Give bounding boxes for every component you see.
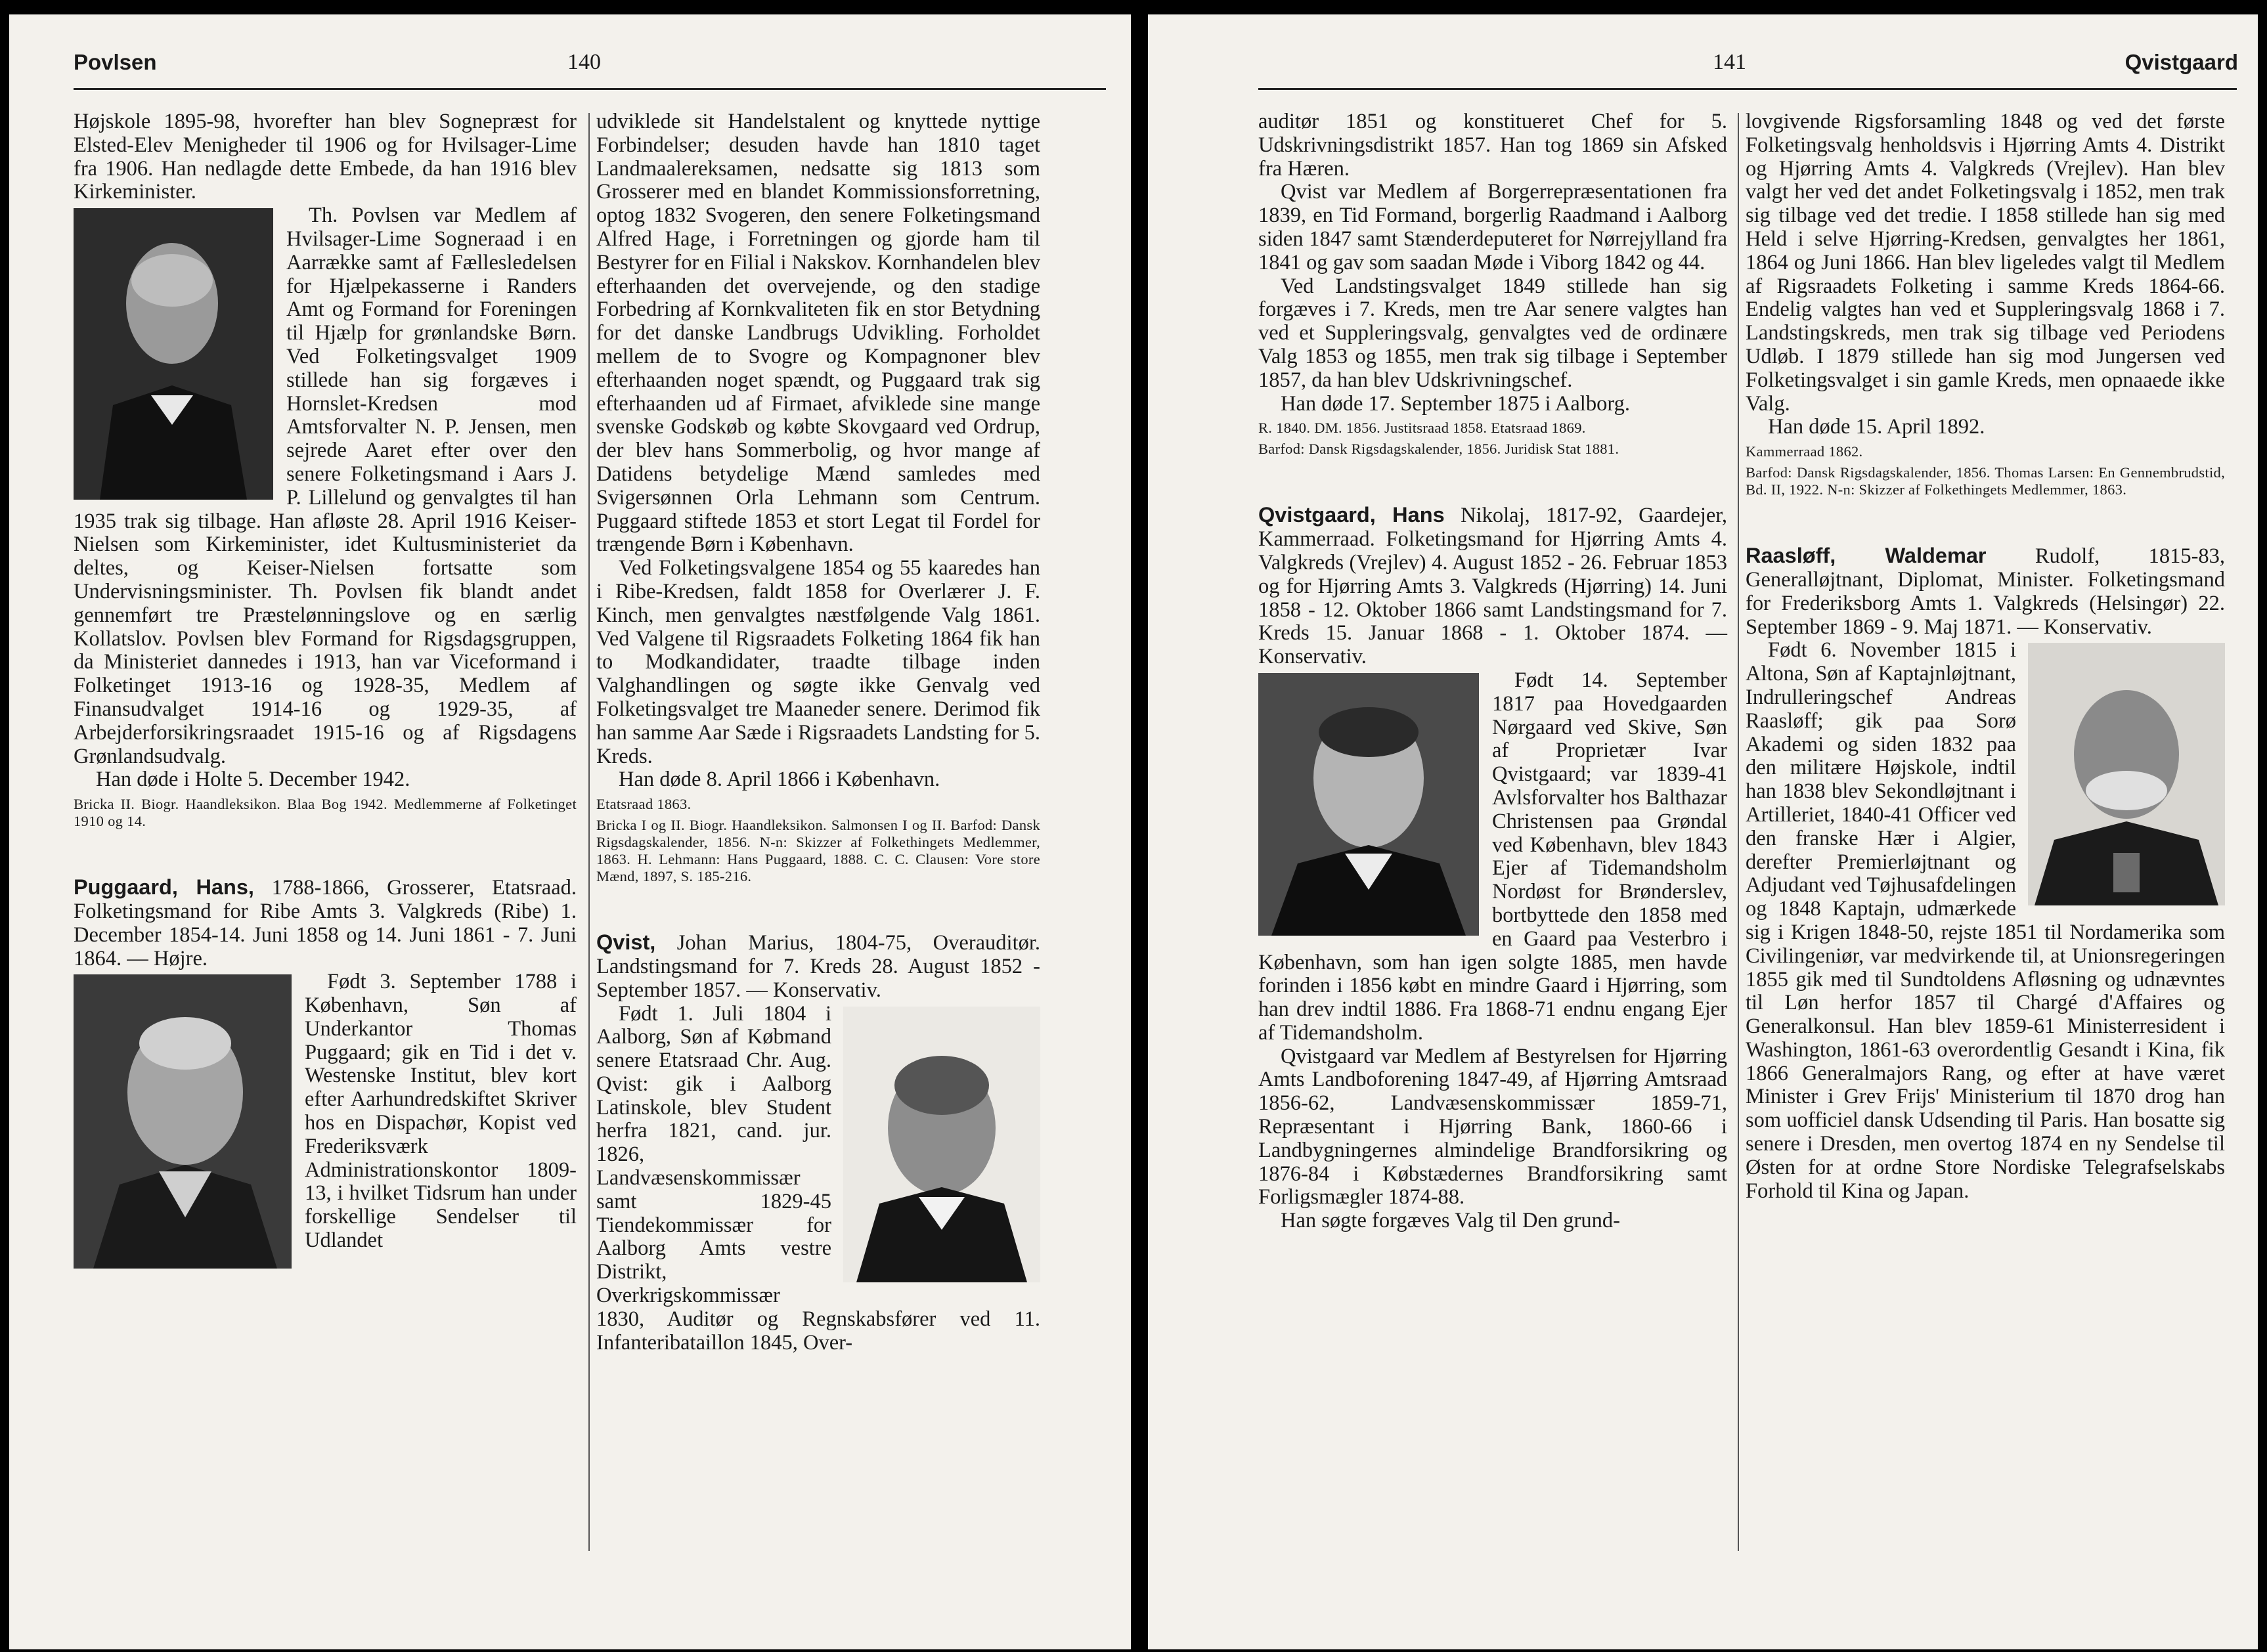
references: Barfod: Dansk Rigsdagskalender, 1856. Juridisk Stat 1881. xyxy=(1258,441,1619,458)
entry-name: Qvistgaard, Hans xyxy=(1258,503,1445,527)
portrait-raasloff xyxy=(2028,643,2225,905)
paragraph: Qvist var Medlem af Borgerrepræsentationen fra 1839, en Tid Formand, borgerlig Raadmand i Aalborg siden 1847 samt Stænderdeputeret for Nørrejylland fra 1841 og gav som saadan Møde i Viborg 1842 og 44. xyxy=(1258,180,1727,274)
paragraph: Født 14. September 1817 paa Hovedgaarden Nørgaard ved Skive, Søn af Proprietær Ivar Qvistgaard; var 1839-41 Avlsforvalter hos Balthazar Christensen paa Grøndal ved København, blev 1843 Ejer af Tidemandsholm Nordøst for Brønderslev, bortbyttede den 1858 med en Gaard paa Vesterbro i København, som han igen solgte 1885, men havde forinden i 1856 købt en mindre Gaard i Hjørring, som han drev indtil 1886. Fra 1868-71 endnu engang Ejer af Tidemandsholm. xyxy=(1258,668,1727,1045)
paragraph: Han søgte forgæves Valg til Den grund- xyxy=(1281,1209,1620,1233)
portrait-povlsen xyxy=(74,208,273,500)
paragraph: Født 3. September 1788 i København, Søn af Underkantor Thomas Puggaard; gik en Tid i det v. Westenske Institut, blev kort efter Aarhundredskiftet Skriver hos en Dispachør, Kopist ved Frederiksværk Administrationskontor 1809-13, i hvilket Tidsrum han under forskellige Sendelser til Udlandet xyxy=(305,970,577,1253)
references: Bricka II. Biogr. Haandleksikon. Blaa Bog 1942. Medlemmerne af Folketinget 1910 og 14. xyxy=(74,796,577,830)
paragraph: auditør 1851 og konstitueret Chef for 5. Udskrivningsdistrikt 1857. Han tog 1869 sin Afsked fra Hæren. xyxy=(1258,110,1727,181)
portrait-puggaard xyxy=(74,974,292,1269)
column-divider xyxy=(588,113,590,1551)
portrait-qvistgaard xyxy=(1258,673,1479,936)
right-column xyxy=(596,110,1040,1355)
page-number: 141 xyxy=(1713,50,1746,74)
paragraph: Qvistgaard var Medlem af Bestyrelsen for Hjørring Amts Landboforening 1847-49, af Hjørring Amtsraad 1856-62, Landvæsenskommissær 1859-71, Repræsentant i Hjørring Bank, 1860-66 i Landbygningernes almindelige Brandforsikring og 1876-84 i Købstædernes Brandforsikring samt Forligsmægler 1874-88. xyxy=(1258,1044,1727,1209)
page-number: 140 xyxy=(567,50,601,74)
paragraph: Ved Folketingsvalgene 1854 og 55 kaaredes han i Ribe-Kredsen, faldt 1858 for Overlærer J. F. Kinch, men genvalgtes næstfølgende Valg 1861. Ved Valgene til Rigsraadets Folketing 1864 fik han to Modkandidater, traadte tilbage inden Valghandlingen og søgte ikke Genvalg ved Folketingsvalget tre Maaneder senere. Derimod fik han samme Aar Sæde i Rigsraadets Landsting for 5. Kreds. xyxy=(596,556,1040,768)
entry-intro: 1788-1866, Grosserer, Etatsraad. Folketingsmand for Ribe Amts 3. Valgkreds (Ribe) 1. December 1854-14. Juni 1858 og 14. Juni 1861 - 7. Juni 1864. — Højre. xyxy=(74,876,577,970)
left-column xyxy=(1258,110,1727,1233)
running-head-name: Povlsen xyxy=(74,50,157,74)
left-page xyxy=(9,14,1131,1649)
paragraph: lovgivende Rigsforsamling 1848 og ved det første Folketingsvalg henholdsvis i Hjørring Amts 4. Distrikt og Hjørring Amts 4. Valgkreds (Vrejlev). Han blev valgt her ved det andet Folketingsvalg i 1852, men trak sig tilbage ved det tredie. I 1858 stillede han sig med Held i selve Hjørring-Kredsen, genvalgtes her 1861, 1864 og Juni 1866. Han blev ligeledes valgt til Medlem af Rigsraadets Folketing i samme Kreds 1864-66. Endelig valgtes han ved et Suppleringsvalg 1868 i 7. Landstingskreds, men trak sig tilbage ved Periodens Udløb. I 1879 stillede han sig mod Jungersen ved Folketingsvalget i sin gamle Kreds, men opnaaede ikke Valg. xyxy=(1746,110,2225,416)
references: Barfod: Dansk Rigsdagskalender, 1856. Thomas Larsen: En Gennembrudstid, Bd. II, 1922. N-n: Skizzer af Folkethingets Medlemmer, 1863. xyxy=(1746,464,2225,498)
paragraph: Han døde i Holte 5. December 1942. xyxy=(96,768,410,792)
entry-intro: Rudolf, 1815-83, Generalløjtnant, Diplomat, Minister. Folketingsmand for Frederiksborg Amts 1. Valgkreds (Helsingør) 22. September 1869 - 9. Maj 1871. — Konservativ. xyxy=(1746,544,2226,639)
header-rule xyxy=(1258,88,2237,90)
portrait-qvist xyxy=(843,1007,1040,1282)
titles: Etatsraad 1863. xyxy=(596,796,692,813)
paragraph: Ved Landstingsvalget 1849 stillede han sig forgæves i 7. Kreds, men tre Aar senere valgtes han ved et Suppleringsvalg, genvalgtes ved de ordinære Valg 1853 og 1855, men trak sig tilbage i September 1857, da han blev Udskrivningschef. xyxy=(1258,274,1727,392)
entry-name: Qvist, xyxy=(596,930,656,955)
paragraph: Han døde 8. April 1866 i København. xyxy=(619,768,940,792)
paragraph: udviklede sit Handelstalent og knyttede nyttige Forbindelser; desuden havde han 1810 taget Landmaalereksamen, nedsatte sig 1813 som Grosserer med en blandet Kommissionsforretning, optog 1832 Svogeren, den senere Folketingsmand Alfred Hage, i Forretningen og gjorde ham til Bestyrer for en Filial i Nakskov. Kornhandelen blev efterhaanden det overvejende, og den stadige Forbedring af Kornkvaliteten fik en stor Betydning for det danske Landbrugs Udvikling. Forholdet mellem de to Svogre og Kompagnoner blev efterhaanden noget spændt, og Puggaard trak sig efterhaanden ud af Firmaet, afviklede sine mange svenske Godskøb og købte Skovgaard ved Ordrup, der blev hans Sommerbolig, og hvor mange af Datidens betydelige Mænd samledes med Svigersønnen Orla Lehmann som Centrum. Puggaard stiftede 1853 et stort Legat til Fordel for trængende Børn i København. xyxy=(596,110,1040,557)
paragraph: Født 1. Juli 1804 i Aalborg, Søn af Købmand senere Etatsraad Chr. Aug. Qvist: gik i Aalborg Latinskole, blev Student herfra 1821, cand. jur. 1826, Landvæsenskommissær samt 1829-45 Tiendekommissær for Aalborg Amts vestre Distrikt, Overkrigskommissær 1830, Auditør og Regnskabsfører ved 11. Infanteribataillon 1845, Over- xyxy=(596,1001,1040,1355)
entry-name: Puggaard, Hans, xyxy=(74,875,254,900)
header-rule xyxy=(74,88,1106,90)
paragraph: Højskole 1895-98, hvorefter han blev Sognepræst for Elsted-Elev Menigheder til 1906 og for Hvilsager-Lime fra 1906. Han nedlagde dette Embede, da han 1916 blev Kirkeminister. xyxy=(74,110,577,204)
titles: R. 1840. DM. 1856. Justitsraad 1858. Etatsraad 1869. xyxy=(1258,420,1586,437)
paragraph: Han døde 15. April 1892. xyxy=(1768,415,1985,439)
column-divider xyxy=(1738,113,1739,1551)
right-column xyxy=(1746,110,2225,1203)
entry-intro: Johan Marius, 1804-75, Overauditør. Landstingsmand for 7. Kreds 28. August 1852 - September 1857. — Konservativ. xyxy=(596,931,1041,1002)
paragraph: Han døde 17. September 1875 i Aalborg. xyxy=(1281,391,1630,416)
paragraph: Født 6. November 1815 i Altona, Søn af Kaptajnløjtnant, Indrulleringschef Andreas Raasløff; gik paa Sorø Akademi og siden 1832 paa den militære Højskole, indtil han 1838 blev Sekondløjtnant i Artilleriet, 1840-41 Officer ved den franske Hær i Algier, derefter Premierløjtnant og Adjudant ved Tøjhusafdelingen og 1848 Kaptajn, udmærkede sig i Krigen 1848-50, rejste 1851 til Nordamerika som Civilingeniør, var medvirkende til, at Unionsregeringen 1855 gik med til Sundtoldens Afløsning og udnævntes til Løn herfor 1857 til Chargé d'Affaires og Generalkonsul. Han blev 1859-61 Ministerresident i Washington, 1861-63 overordentlig Gesandt i Kina, fik 1866 Generalmajors Rang, og efter at have været Minister i Grev Frijs' Ministerium til 1870 drog han som uofficiel dansk Udsending til Paris. Han bosatte sig senere i Dresden, men overtog 1874 en ny Sendelse til Østen for at ordne Store Nordiske Telegrafselskabs Forhold til Kina og Japan. xyxy=(1746,638,2225,1203)
running-head-name: Qvistgaard xyxy=(2124,50,2238,74)
left-column xyxy=(74,110,577,1274)
titles: Kammerraad 1862. xyxy=(1746,443,1863,460)
paragraph: Th. Povlsen var Medlem af Hvilsager-Lime Sogneraad i en Aarrække samt af Fællesledelsen for Hjælpekasserne i Randers Amt og Formand for Foreningen til Hjælp for grønlandske Børn. Ved Folketingsvalget 1909 stillede han sig forgæves i Hornslet-Kredsen mod Amtsforvalter N. P. Jensen, men sejrede Aaret efter over den senere Folketingsmand i Aars J. P. Lillelund og genvalgtes til han 1935 trak sig tilbage. Han afløste 28. April 1916 Keiser-Nielsen som Kirkeminister, idet Kultusministeriet da deltes, og Keiser-Nielsen fortsatte som Undervisningsminister. Th. Povlsen fik blandt andet gennemført tre Præstelønningslove og en særlig Kollatslov. Povlsen blev Formand for Rigsdagsgruppen, da Ministeriet dannedes i 1913, han var Viceformand i Folketinget 1913-16 og 1928-35, Medlem af Finansudvalget 1914-16 og 1929-35, af Arbejderforsikringsraadet 1915-16 og af Rigsdagens Grønlandsudvalg. xyxy=(74,204,577,768)
entry-intro: Nikolaj, 1817-92, Gaardejer, Kammerraad. Folketingsmand for Hjørring Amts 4. Valgkreds (Vrejlev) 4. August 1852 - 26. Februar 1853 og for Hjørring Amts 3. Valgkreds (Hjørring) 14. Juni 1858 - 12. Oktober 1866 samt Landstingsmand for 7. Kreds 15. Januar 1868 - 1. Oktober 1874. — Konservativ. xyxy=(1258,504,1727,669)
right-page xyxy=(1148,14,2258,1649)
references: Bricka I og II. Biogr. Haandleksikon. Salmonsen I og II. Barfod: Dansk Rigsdagskalender, 1856. N-n: Skizzer af Folkethingets Medlemmer, 1863. H. Lehmann: Hans Puggaard, 1888. C. C. Clausen: Vore store Mænd, 1897, S. 185-216. xyxy=(596,817,1040,885)
entry-name: Raasløff, Waldemar xyxy=(1746,544,1987,568)
